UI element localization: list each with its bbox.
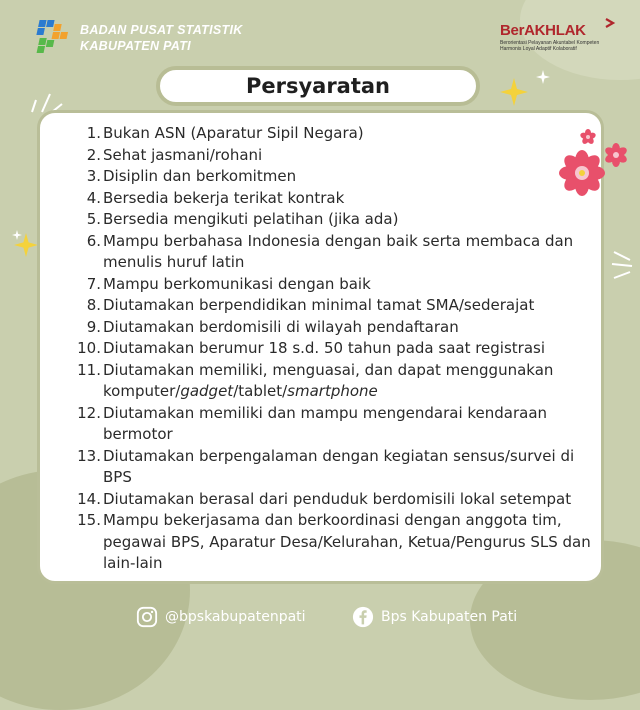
instagram-link[interactable] [136,606,306,628]
list-item: 3. Disiplin dan berkomitmen [86,167,297,185]
organization-line1: BADAN PUSAT STATISTIK [80,23,243,37]
berakhlak-tagline: Berorientasi Pelayanan Akuntabel Kompeten Harmonis Loyal Adaptif Kolaboratif [500,40,600,52]
list-item: 6. Mampu berbahasa Indonesia dengan baik serta membaca dan menulis huruf latin [86,231,574,271]
facebook-page-name: Bps Kabupaten Pati [381,609,518,625]
list-item: 5. Bersedia mengikuti pelatihan (jika ada) [86,210,399,228]
flower-decoration-icon [520,125,630,205]
sparkle-star-icon [500,78,528,106]
list-item: 1. Bukan ASN (Aparatur Sipil Negara) [86,124,364,142]
list-item: 14. Diutamakan berasal dari penduduk berdomisili lokal setempat [77,489,572,508]
sparkle-star-icon [536,70,550,84]
instagram-handle: @bpskabupatenpati [165,609,306,625]
list-item: 11. Diutamakan memiliki, menguasai, dan dapat menggunakan komputer/gadget/tablet/smartphone [77,360,554,400]
sparkle-lines-icon [610,250,634,280]
list-item: 4. Bersedia bekerja terikat kontrak [86,188,345,207]
sparkle-star-icon [12,230,22,240]
berakhlak-title: BerAKHLAK [500,22,586,39]
list-item: 13. Diutamakan berpengalaman dengan kegiatan sensus/survei di BPS [77,446,575,486]
list-item: 7. Mampu berkomunikasi dengan baik [86,274,371,293]
list-item: 9. Diutamakan berdomisili di wilayah pendaftaran [86,317,459,336]
berakhlak-logo [500,22,610,52]
facebook-link[interactable] [352,606,517,628]
list-item: 10. Diutamakan berumur 18 s.d. 50 tahun pada saat registrasi [77,339,546,357]
list-item: 2. Sehat jasmani/rohani [86,145,263,164]
facebook-icon [352,606,374,628]
page-title: Persyaratan [156,66,480,106]
list-item: 8. Diutamakan berpendidikan minimal tamat SMA/sederajat [86,296,535,314]
bps-logo-icon [30,18,76,54]
requirements-list [62,123,592,575]
instagram-icon [136,606,158,628]
requirements-card [37,110,604,584]
chevron-right-icon [604,18,616,28]
footer [0,604,640,634]
organization-name [80,22,243,54]
list-item: 15. Mampu bekerjasama dan berkoordinasi dengan anggota tim, pegawai BPS, Aparatur Desa/Kelurahan, Ketua/Pengurus SLS dan lain-lain [77,511,591,572]
organization-line2: KABUPATEN PATI [80,39,191,53]
list-item: 12. Diutamakan memiliki dan mampu mengendarai kendaraan bermotor [77,403,548,443]
